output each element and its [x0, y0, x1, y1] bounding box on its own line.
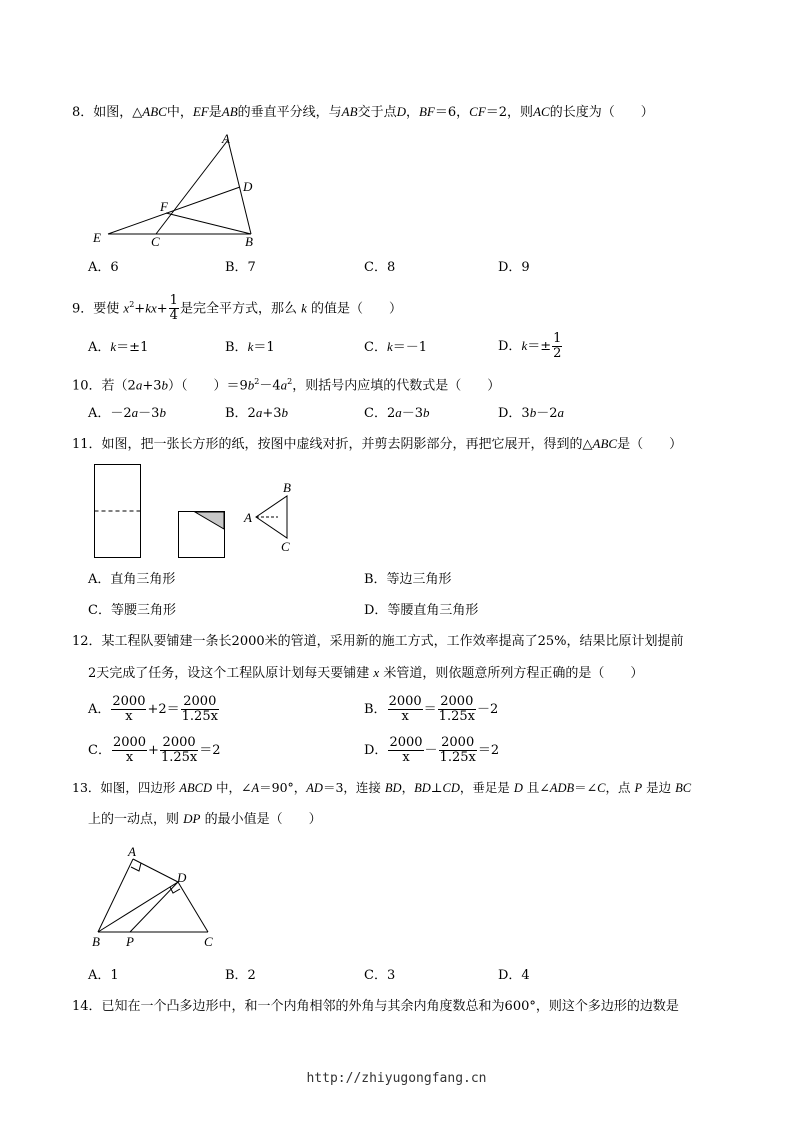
q11-fold-figure [90, 460, 310, 562]
label-A: A [244, 510, 252, 525]
q12-option-c[interactable]: C． $\frac{2000}{x}$ + $\frac{2000}{1.25x}$ ＝2 [88, 735, 221, 765]
label-B: B [283, 480, 291, 495]
q9-option-c[interactable]: C．k＝－1 [364, 339, 428, 355]
q13-option-c[interactable]: C．3 [364, 968, 396, 983]
q13-stem-line1: 13．如图，四边形 ABCD 中，∠A＝90°，AD＝3，连接 BD，BD⊥CD，垂足是 D 且∠ADB＝∠C，点 P 是边 BC [72, 780, 692, 795]
q10-option-b[interactable]: B．2a+3b [225, 405, 288, 421]
q11-option-d[interactable]: D．等腰直角三角形 [364, 603, 479, 618]
q9-fraction: $\frac{1}{4}$ [169, 293, 178, 324]
q9-stem: 9．要使 $x^2+kx+$ $\frac{1}{4}$ 是完全平方式，那么 k 的值是（ ） [72, 293, 402, 324]
label-A: A [222, 131, 230, 146]
q8-option-c[interactable]: C．8 [364, 260, 396, 275]
label-C: C [281, 539, 290, 554]
q10-option-c[interactable]: C．2a－3b [364, 405, 430, 421]
q12-option-b[interactable]: B． $\frac{2000}{x}$ ＝ $\frac{2000}{1.25x}$ －2 [364, 694, 499, 724]
q12-option-d[interactable]: D． $\frac{2000}{x}$ － $\frac{2000}{1.25x}$ ＝2 [364, 735, 500, 765]
q11-stem: 11．如图，把一张长方形的纸，按图中虚线对折，并剪去阴影部分，再把它展开，得到的△ABC是（ ） [72, 436, 683, 452]
label-P: P [126, 934, 134, 949]
q10-option-d[interactable]: D．3b－2a [498, 405, 564, 421]
label-D: D [243, 179, 253, 194]
q11-option-a[interactable]: A．直角三角形 [88, 572, 176, 587]
q11-option-b[interactable]: B．等边三角形 [364, 572, 452, 587]
label-C: C [204, 934, 213, 949]
q8-triangle-figure [88, 128, 268, 250]
q13-quadrilateral-figure [88, 840, 228, 952]
q13-stem-line2: 上的一动点，则 DP 的最小值是（ ） [88, 811, 322, 827]
label-B: B [245, 234, 253, 249]
label-C: C [151, 234, 160, 249]
q10-stem: 10．若（2a+3b）（ ）$=9b^2-4a^2$，则括号内应填的代数式是（ ） [72, 377, 501, 394]
q12-option-a[interactable]: A． $\frac{2000}{x}$ +2＝ $\frac{2000}{1.25x}$ [88, 694, 218, 724]
q13-option-a[interactable]: A．1 [88, 968, 119, 983]
q8-option-d[interactable]: D．9 [498, 260, 530, 275]
label-B: B [92, 934, 100, 949]
q8-stem: 8．如图，△ABC中，EF是AB的垂直平分线，与AB交于点D，BF＝6，CF＝2，则AC的长度为（ ） [72, 104, 654, 120]
q13-option-d[interactable]: D．4 [498, 968, 530, 983]
q9-option-b[interactable]: B．k＝1 [225, 339, 275, 355]
q9-option-a[interactable]: A．k＝±1 [88, 339, 149, 355]
q13-option-b[interactable]: B．2 [225, 968, 256, 983]
label-F: F [160, 199, 168, 214]
q12-stem-line2: 2天完成了任务，设这个工程队原计划每天要铺建 x 米管道，则依题意所列方程正确的是（ ） [88, 665, 644, 681]
label-E: E [93, 230, 101, 245]
q12-stem-line1: 12．某工程队要铺建一条长2000米的管道，采用新的施工方式，工作效率提高了25%，结果比原计划提前 [72, 634, 684, 649]
q8-option-b[interactable]: B．7 [225, 260, 256, 275]
label-D: D [177, 870, 187, 885]
label-A: A [128, 844, 136, 859]
footer-url[interactable]: http://zhiyugongfang.cn [306, 1071, 487, 1086]
q9-option-d[interactable]: D．k＝± $\frac{1}{2}$ [498, 331, 562, 361]
q14-stem: 14．已知在一个凸多边形中，和一个内角相邻的外角与其余内角度数总和为600°，则这个多边形的边数是 [72, 999, 679, 1014]
q8-option-a[interactable]: A．6 [88, 260, 119, 275]
q10-option-a[interactable]: A．－2a－3b [88, 405, 166, 421]
q11-option-c[interactable]: C．等腰三角形 [88, 603, 176, 618]
